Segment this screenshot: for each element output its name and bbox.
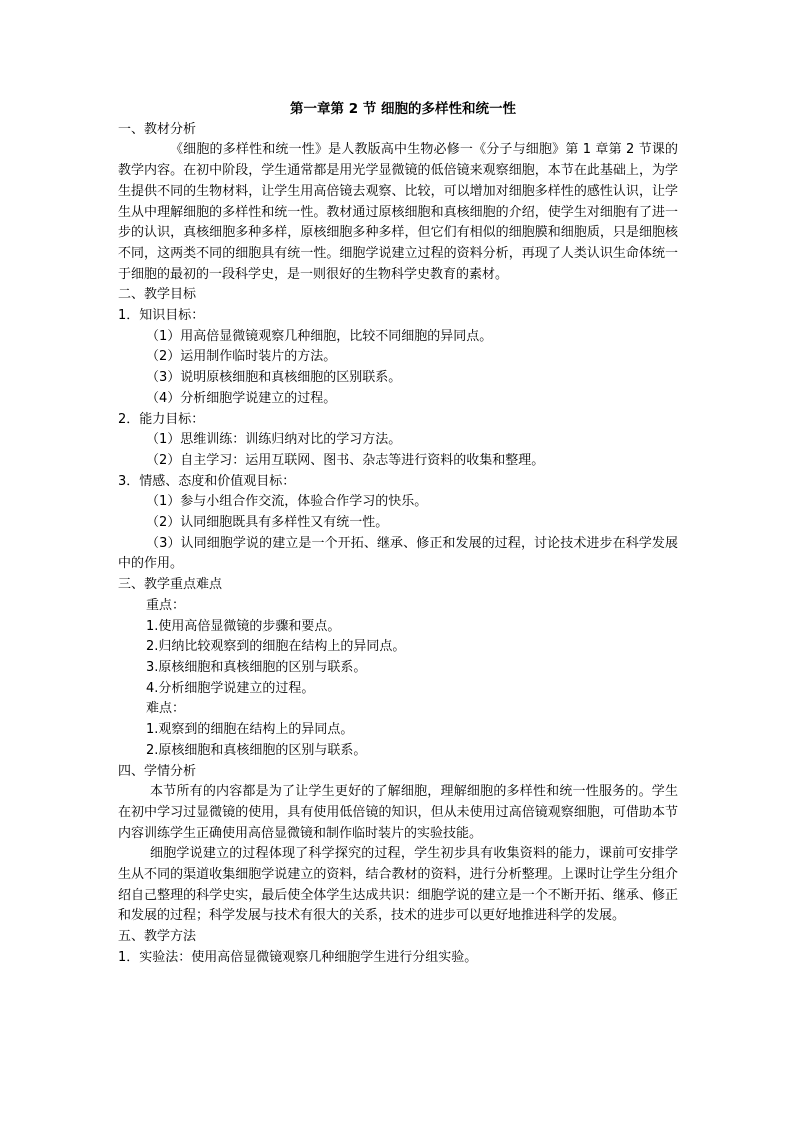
difficult-point-2: 2.原核细胞和真核细胞的区别与联系。 <box>146 742 367 758</box>
knowledge-goal-4: （4）分析细胞学说建立的过程。 <box>146 390 337 406</box>
attitude-goal-2: （2）认同细胞既具有多样性又有统一性。 <box>146 515 389 531</box>
section-heading-5: 五、教学方法 <box>118 929 197 945</box>
knowledge-goal-2: （2）运用制作临时装片的方法。 <box>146 349 337 365</box>
key-point-4: 4.分析细胞学说建立的过程。 <box>146 680 315 696</box>
key-point-2: 2.归纳比较观察到的细胞在结构上的异同点。 <box>146 639 406 655</box>
key-points-label: 重点： <box>146 597 186 613</box>
section-heading-1: 一、教材分析 <box>118 121 197 137</box>
goal-heading-ability: 2．能力目标： <box>118 411 205 427</box>
document-page <box>118 99 678 969</box>
knowledge-goal-1: （1）用高倍显微镜观察几种细胞，比较不同细胞的异同点。 <box>146 328 493 344</box>
section-heading-2: 二、教学目标 <box>118 287 197 303</box>
page-title: 第一章第 2 节 细胞的多样性和统一性 <box>290 101 516 117</box>
section-1-paragraph: 《细胞的多样性和统一性》是人教版高中生物必修一《分子与细胞》第 1 章第 2 节课的教学内容。在初中阶段，学生通常都是用光学显微镜的低倍镜来观察细胞，本节在此基础上，为学生提供不同的生物材料，让学生用高倍镜去观察、比较，可以增加对细胞多样性的感性认识，让学生从中理解细胞的多样性和统一性。教材通过原核细胞和真核细胞的介绍，使学生对细胞有了进一步的认识，真核细胞多种多样，原核细胞多种多样，但它们有相似的细胞膜和细胞质，只是细胞核不同，这两类不同的细胞具有统一性。细胞学说建立过程的资料分析，再现了人类认识生命体统一于细胞的最初的一段科学史，是一则很好的生物科学史教育的素材。 <box>118 142 678 282</box>
difficult-point-1: 1.观察到的细胞在结构上的异同点。 <box>146 722 354 738</box>
section-4-paragraph-2: 细胞学说建立的过程体现了科学探究的过程，学生初步具有收集资料的能力，课前可安排学生从不同的渠道收集细胞学说建立的资料，结合教材的资料，进行分析整理。上课时让学生分组介绍自己整理的科学史实，最后使全体学生达成共识：细胞学说的建立是一个不断开拓、继承、修正和发展的过程；科学发展与技术有很大的关系，技术的进步可以更好地推进科学的发展。 <box>118 846 678 924</box>
method-1: 1．实验法：使用高倍显微镜观察几种细胞学生进行分组实验。 <box>118 949 478 965</box>
section-heading-3: 三、教学重点难点 <box>118 577 223 593</box>
attitude-goal-1: （1）参与小组合作交流，体验合作学习的快乐。 <box>146 494 428 510</box>
goal-heading-knowledge: 1．知识目标： <box>118 308 205 324</box>
section-4-paragraph-1: 本节所有的内容都是为了让学生更好的了解细胞，理解细胞的多样性和统一性服务的。学生在初中学习过显微镜的使用，具有使用低倍镜的知识，但从未使用过高倍镜观察细胞，可借助本节内容训练学生正确使用高倍显微镜和制作临时装片的实验技能。 <box>118 784 678 841</box>
key-point-1: 1.使用高倍显微镜的步骤和要点。 <box>146 618 341 634</box>
key-point-3: 3.原核细胞和真核细胞的区别与联系。 <box>146 659 367 675</box>
goal-heading-attitude: 3．情感、态度和价值观目标： <box>118 473 296 489</box>
knowledge-goal-3: （3）说明原核细胞和真核细胞的区别联系。 <box>146 370 402 386</box>
ability-goal-1: （1）思维训练：训练归纳对比的学习方法。 <box>146 432 402 448</box>
attitude-goal-3: （3）认同细胞学说的建立是一个开拓、继承、修正和发展的过程，讨论技术进步在科学发展中的作用。 <box>118 535 678 572</box>
ability-goal-2: （2）自主学习：运用互联网、图书、杂志等进行资料的收集和整理。 <box>146 452 545 468</box>
section-heading-4: 四、学情分析 <box>118 763 197 779</box>
difficult-points-label: 难点： <box>146 701 186 717</box>
